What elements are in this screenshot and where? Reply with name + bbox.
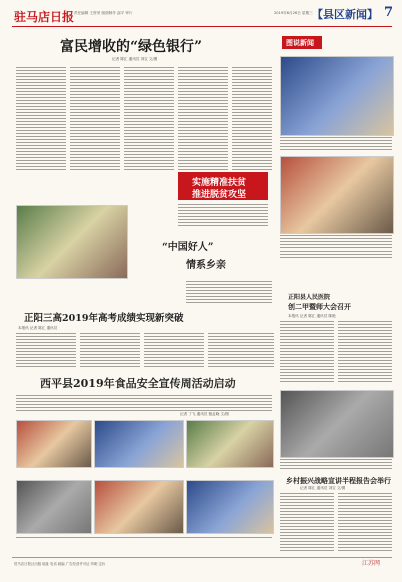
sec-c-photo6 xyxy=(186,480,274,534)
sec-a-body-col1 xyxy=(280,320,334,382)
sec-c-byline: 记者 丁飞 通讯员 甄孟晓 文/图 xyxy=(180,412,229,416)
photo-news-caption1 xyxy=(280,136,392,150)
good-people-teaser xyxy=(150,236,260,276)
sec-d-headline: 乡村振兴战略宣讲半程报告会举行 xyxy=(286,476,391,485)
sec-a-headline: 正阳县人民医院 xyxy=(288,294,331,301)
page-number: 7 xyxy=(384,5,394,20)
photo-news-photo1 xyxy=(280,56,394,136)
photo-news-caption2 xyxy=(280,234,392,248)
sec-c-captions xyxy=(16,536,272,540)
sec-d-body-col1 xyxy=(280,492,334,552)
sec-c-photo1 xyxy=(16,420,92,468)
sec-c-photo2 xyxy=(94,420,184,468)
section-title: 【县区新闻】 xyxy=(312,8,378,21)
sec-c-photo3 xyxy=(186,420,274,468)
lead-body-col1 xyxy=(16,66,66,170)
lead-body-col4 xyxy=(178,66,228,170)
masthead-meta: 责任编辑 王资荣 版面制作 邵平 审片 xyxy=(74,11,133,15)
sec-c-headline: 西平县2019年食品安全宣传周活动启动 xyxy=(40,377,236,390)
photo-news-tag-text: 图说新闻 xyxy=(286,38,314,47)
issue-date: 2019年6月26日 星期三 xyxy=(274,11,313,15)
good-people-body xyxy=(186,280,272,304)
section-title-text: 县区新闻 xyxy=(323,8,367,21)
sec-b-body-col2 xyxy=(80,332,140,368)
lead-body-col2 xyxy=(70,66,120,170)
lead-byline: 记者 陈汇 通讯员 刘宝 文/图 xyxy=(112,57,158,61)
watermark: 江苏网 xyxy=(362,560,381,567)
masthead xyxy=(12,4,392,27)
footer-text: 驻马店日报社出版 地址 电话 邮编 广告经营许可证 印刷 定价 xyxy=(14,562,106,566)
slogan-box xyxy=(178,172,268,200)
lead-headline: 富民增收的“绿色银行” xyxy=(60,39,203,55)
photo-news-text xyxy=(280,250,392,258)
sec-c-photo5 xyxy=(94,480,184,534)
sec-c-photo4 xyxy=(16,480,92,534)
sec-a-subhead: 创二甲暨师大会召开 xyxy=(288,302,351,311)
good-people-line2: 情系乡亲 xyxy=(186,260,226,271)
lead-photo xyxy=(16,205,128,279)
lead-photo-caption xyxy=(16,279,126,287)
lead-body-col5 xyxy=(232,66,272,170)
photo-news-tag xyxy=(282,36,322,49)
sec-a-byline: 本报讯 记者 陈汇 通讯员 陈艳 xyxy=(288,314,336,318)
lead-body-col3 xyxy=(124,66,174,170)
footer xyxy=(12,557,392,570)
sec-c-body-top xyxy=(16,394,272,412)
sec-d-byline: 记者 陈汇 通讯员 刘宝 文/图 xyxy=(300,486,346,490)
good-people-line1: “中国好人” xyxy=(162,242,214,253)
slogan-line1: 实施精准扶贫 xyxy=(192,178,247,188)
lead-body-col6 xyxy=(178,203,268,227)
sec-b-headline: 正阳三高2019年高考成绩实现新突破 xyxy=(24,313,184,324)
sec-b-body-col1 xyxy=(16,332,76,368)
paper-name: 驻马店日报 xyxy=(14,10,75,24)
sec-a-body-col2 xyxy=(338,320,392,382)
sec-d-body-col2 xyxy=(338,492,392,552)
sec-b-body-col4 xyxy=(208,332,274,368)
sec-c-photo-main-caption xyxy=(280,458,392,470)
slogan-line2: 推进脱贫攻坚 xyxy=(192,190,247,200)
sec-b-body-col3 xyxy=(144,332,204,368)
sec-c-photo-main xyxy=(280,390,394,458)
sec-b-byline: 本报讯 记者 陈汇 通讯员 xyxy=(18,326,58,330)
photo-news-photo2 xyxy=(280,156,394,234)
